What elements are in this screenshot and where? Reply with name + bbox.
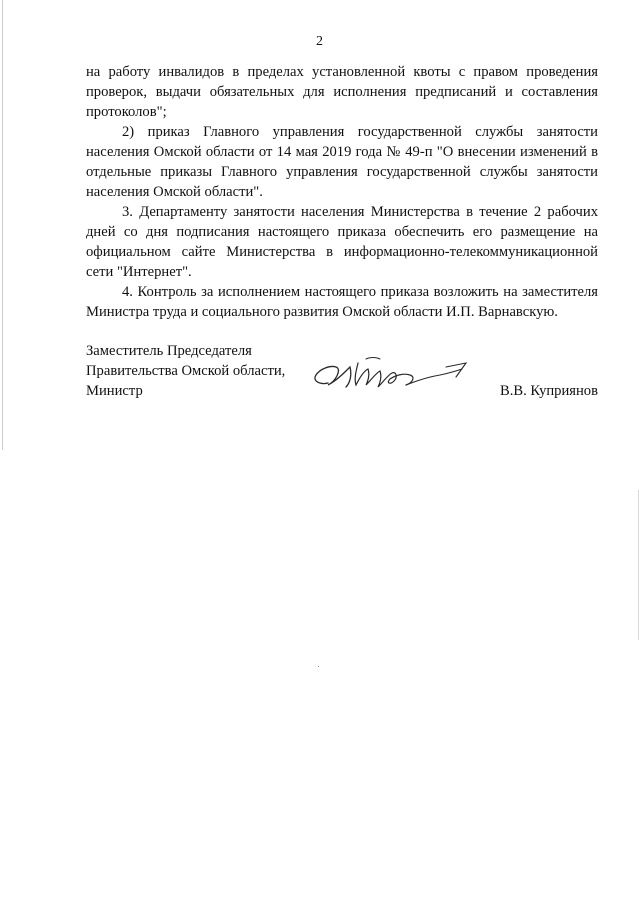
- position-line-3: Министр: [86, 383, 143, 399]
- scan-speck: [318, 666, 319, 667]
- paragraph-item-2: 2) приказ Главного управления государственной службы занятости населения Омской области от 14 мая 2019 года № 49-п "О внесении изменений в отдельные приказы Главного управления государственной службы занятости населения Омской области".: [86, 124, 598, 200]
- scan-edge-line: [2, 0, 3, 450]
- signatory-name: В.В. Куприянов: [500, 383, 598, 399]
- position-line-1: Заместитель Председателя: [86, 343, 252, 359]
- paragraph-item-3: 3. Департаменту занятости населения Министерства в течение 2 рабочих дней со дня подписания настоящего приказа обеспечить его размещение на официальном сайте Министерства в информационно-телекоммуникационной сети "Интернет".: [86, 204, 598, 280]
- paragraph-item-4: 4. Контроль за исполнением настоящего приказа возложить на заместителя Министра труда и социального развития Омской области И.П. Варнавскую.: [86, 284, 598, 320]
- page-number: 2: [316, 34, 323, 49]
- handwritten-signature: [306, 351, 476, 401]
- paragraph-continuation: на работу инвалидов в пределах установленной квоты с правом проведения проверок, выдачи обязательных для исполнения предписаний и составления протоколов";: [86, 64, 598, 120]
- signatory-position: [86, 341, 316, 401]
- position-line-2: Правительства Омской области,: [86, 363, 286, 379]
- document-body: [86, 62, 598, 322]
